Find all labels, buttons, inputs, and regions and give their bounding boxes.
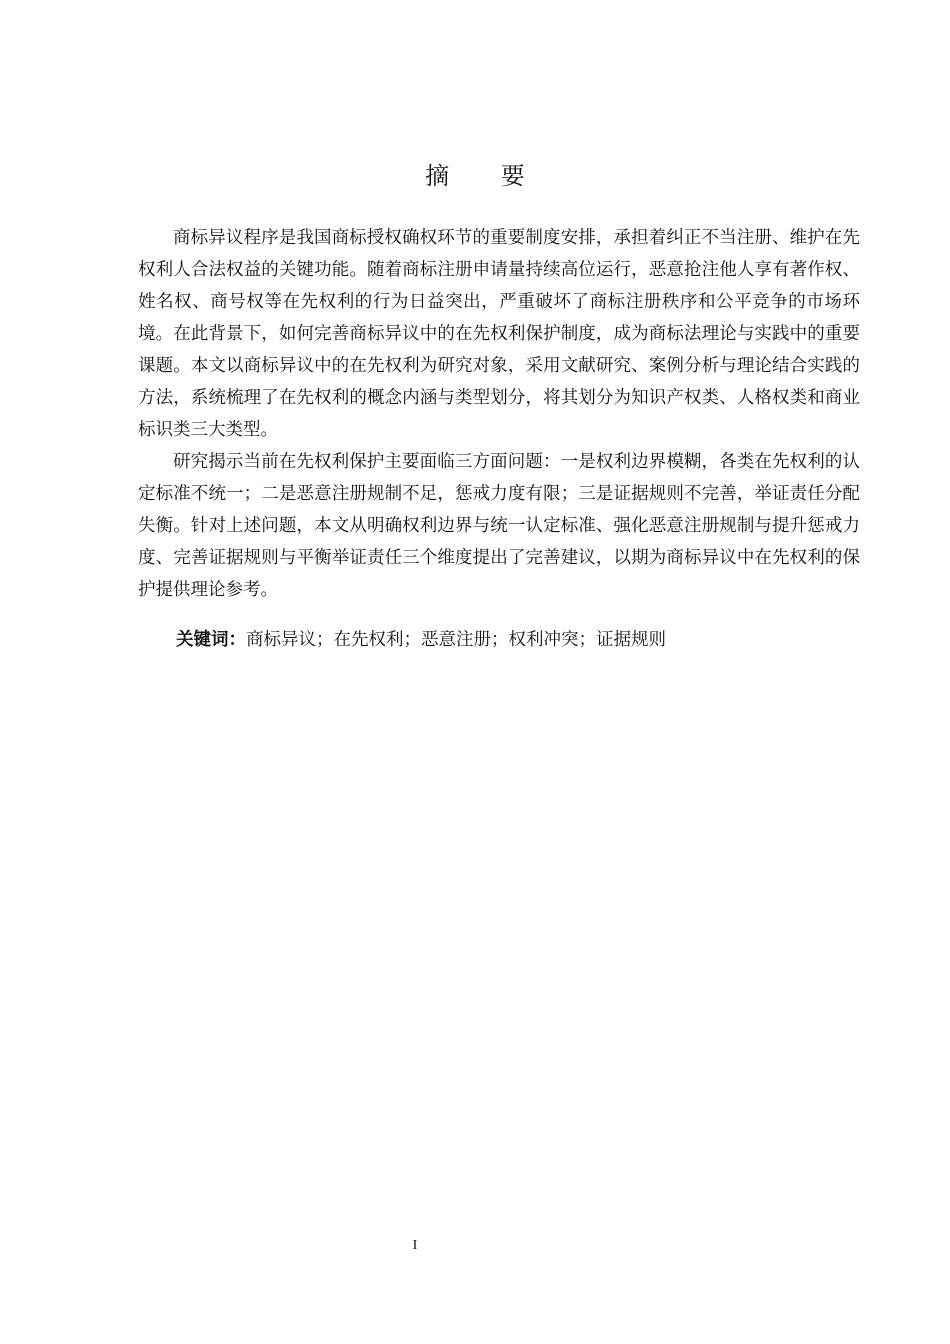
keywords-label: 关键词： [176, 630, 246, 650]
page-number: I [412, 1238, 418, 1253]
abstract-paragraph-1: 商标异议程序是我国商标授权确权环节的重要制度安排，承担着纠正不当注册、维护在先权利人合法权益的关键功能。随着商标注册申请量持续高位运行，恶意抢注他人享有著作权、姓名权、商号权等在先权利的行为日益突出，严重破坏了商标注册秩序和公平竞争的市场环境。在此背景下，如何完善商标异议中的在先权利保护制度，成为商标法理论与实践中的重要课题。本文以商标异议中的在先权利为研究对象，采用文献研究、案例分析与理论结合实践的方法，系统梳理了在先权利的概念内涵与类型划分，将其划分为知识产权类、人格权类和商业标识类三大类型。 [138, 228, 860, 440]
abstract-paragraph-2: 研究揭示当前在先权利保护主要面临三方面问题：一是权利边界模糊，各类在先权利的认定标准不统一；二是恶意注册规制不足，惩戒力度有限；三是证据规则不完善，举证责任分配失衡。针对上述问题，本文从明确权利边界与统一认定标准、强化恶意注册规制与提升惩戒力度、完善证据规则与平衡举证责任三个维度提出了完善建议，以期为商标异议中在先权利的保护提供理论参考。 [138, 452, 860, 600]
keywords-list: 商标异议；在先权利；恶意注册；权利冲突；证据规则 [246, 630, 666, 650]
keywords-line [176, 624, 860, 656]
abstract-title: 摘 要 [425, 162, 547, 190]
abstract-paragraph-1-block [138, 222, 860, 446]
abstract-paragraph-2-block [138, 446, 860, 606]
